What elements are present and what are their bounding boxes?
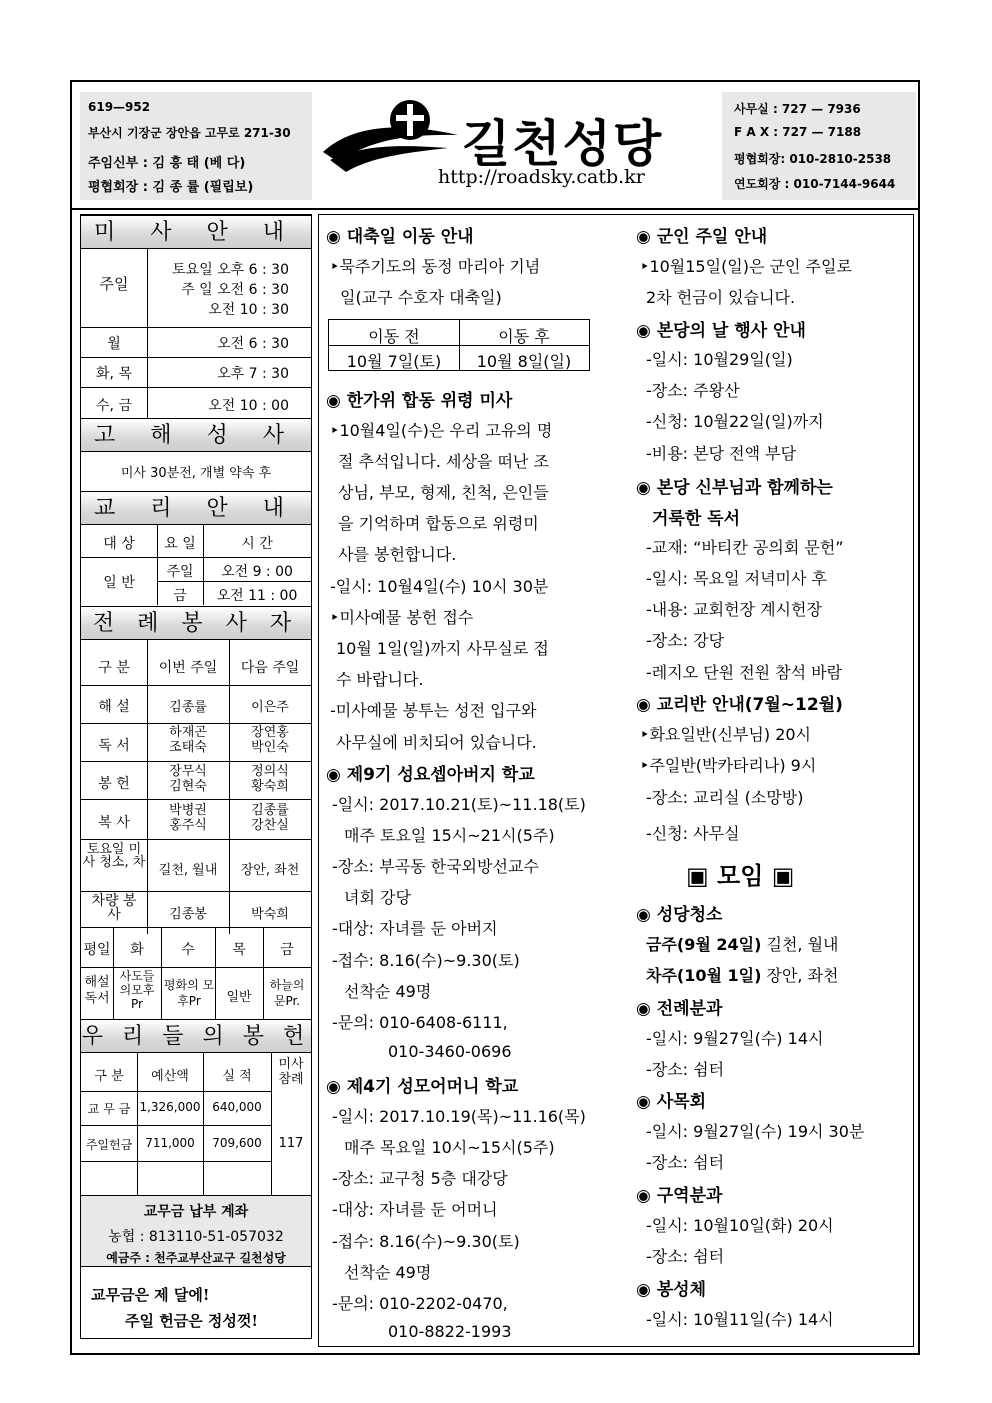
offering-header-category: 구 분 [94, 1069, 124, 1084]
liturgy-driver-this: 김종봉 [169, 907, 207, 922]
father-school-line-2: 매주 토요일 15시~21시(5주) [344, 826, 555, 845]
offering-budget-sunday: 711,000 [145, 1136, 195, 1150]
mother-school-line-1: -일시: 2017.10.19(목)~11.16(목) [332, 1107, 586, 1126]
catechism-day-friday: 금 [173, 588, 187, 604]
meetings-heading: ▣ 모임 ▣ [686, 862, 795, 890]
catechism-time-friday: 오전 11 : 00 [216, 588, 298, 604]
mass-time-wed-fri: 오전 10 : 00 [208, 398, 289, 414]
header-divider [70, 208, 920, 210]
offering-label-sunday: 주일헌금 [85, 1138, 133, 1152]
chuseok-line-4: 을 기억하며 합동으로 위령미 [338, 514, 539, 533]
catechism-header-time: 시 간 [241, 536, 273, 552]
slogan-line-1: 교무금은 제 달에! [91, 1286, 210, 1304]
chuseok-line-3: 상님, 부모, 형제, 친척, 은인들 [338, 483, 549, 502]
mother-school-line-6: 선착순 49명 [344, 1263, 432, 1282]
liturgy-role-saturday-cleaning: 토요일 미사 청소, 차 [82, 842, 146, 870]
weekday-fri-group: 하늘의 문Pr. [269, 978, 305, 1008]
chuseok-mass-title: ◉ 한가위 합동 위령 미사 [326, 391, 513, 411]
chuseok-line-11: 사무실에 비치되어 있습니다. [336, 733, 537, 752]
reading-title-2: 거룩한 독서 [652, 509, 741, 529]
office-phone: 사무실 : 727 — 7936 [734, 102, 861, 116]
weekday-header-wed: 수 [181, 942, 195, 958]
chuseok-line-6: -일시: 10월4일(수) 10시 30분 [330, 577, 549, 596]
mother-school-line-2: 매주 목요일 10시~15시(5주) [344, 1138, 555, 1157]
liturgy-cleaning-next: 장안, 좌천 [240, 863, 300, 878]
offering-actual-tithe: 640,000 [212, 1100, 262, 1114]
feast-move-title: ◉ 대축일 이동 안내 [326, 227, 474, 247]
weekday-row-label: 해설 독서 [84, 975, 110, 1006]
liturgy-reader-this-2: 조태숙 [169, 740, 207, 755]
fax-number: F A X : 727 — 7188 [734, 125, 862, 139]
liturgy-offertory-this-2: 김현숙 [169, 779, 207, 794]
catechism-section-title: 교 리 안 내 [81, 491, 311, 525]
left-sidebar [80, 214, 312, 1339]
liturgy-role-offertory: 봉 헌 [98, 776, 130, 792]
weekday-header-label: 평일 [83, 942, 111, 958]
liturgy-role-reader: 독 서 [98, 738, 130, 754]
weekday-thu-group: 일반 [226, 990, 252, 1005]
catechism-class-line-4: -신청: 사무실 [646, 824, 740, 843]
offering-header-actual: 실 적 [222, 1069, 252, 1084]
mass-time-tue-thu: 오후 7 : 30 [217, 366, 289, 382]
council-president: 평협회장 : 김 종 률 (필립보) [88, 180, 254, 195]
church-name: 길천성당 [462, 115, 664, 173]
father-school-line-9: 010-3460-0696 [388, 1042, 512, 1061]
confession-text: 미사 30분전, 개별 약속 후 [120, 466, 272, 481]
liturgy-reader-next-1: 장연홍 [251, 725, 289, 740]
mass-sunday-time-1: 토요일 오후 6 : 30 [172, 262, 289, 278]
parish-day-line-2: -장소: 주왕산 [646, 381, 740, 400]
mother-school-line-4: -대상: 자녀를 둔 어머니 [332, 1200, 498, 1219]
parish-day-title: ◉ 본당의 날 행사 안내 [636, 321, 806, 341]
weekday-header-thu: 목 [232, 942, 246, 958]
slogan-line-2: 주일 헌금은 정성껏! [125, 1312, 258, 1330]
liturgy-cleaning-this: 길천, 월내 [158, 863, 218, 878]
feast-move-line-1: ‣묵주기도의 동정 마리아 기념 [330, 257, 541, 276]
mass-sunday-time-3: 오전 10 : 30 [208, 302, 289, 318]
offering-attendance-count: 117 [278, 1136, 304, 1151]
parish-day-line-3: -신청: 10월22일(일)까지 [646, 412, 824, 431]
website-link[interactable]: http://roadsky.catb.kr [438, 166, 645, 188]
address: 부산시 기장군 장안읍 고무로 271-30 [88, 126, 291, 140]
pastoral-council-line-2: -장소: 쉼터 [646, 1153, 725, 1172]
cleaning-next-week-area: 장안, 좌천 [761, 966, 839, 985]
weekday-tue-group: 사도들 의모후 Pr [119, 969, 155, 1011]
council-phone: 평협회장: 010-2810-2538 [734, 152, 892, 166]
feast-move-line-2: 일(교구 수호자 대축일) [340, 288, 502, 307]
mass-day-mon: 월 [107, 336, 121, 352]
mother-school-line-7: -문의: 010-2202-0470, [332, 1294, 508, 1313]
weekday-header-tue: 화 [130, 942, 144, 958]
reading-line-4: -장소: 강당 [646, 631, 725, 650]
liturgy-role-driver: 차량 봉사 [91, 893, 137, 923]
father-school-line-1: -일시: 2017.10.21(토)~11.18(토) [332, 795, 586, 814]
account-title: 교무금 납부 계좌 [143, 1204, 249, 1220]
chuseok-line-8: 10월 1일(일)까지 사무실로 접 [336, 639, 549, 658]
feast-move-table [328, 319, 590, 371]
liturgy-role-commentator: 해 설 [98, 699, 130, 715]
move-before-header: 이동 전 [368, 327, 420, 346]
pastoral-council-line-1: -일시: 9월27일(수) 19시 30분 [646, 1122, 865, 1141]
offering-label-tithe: 교 무 금 [87, 1102, 131, 1116]
weekday-header-fri: 금 [280, 942, 294, 958]
pastoral-council-title: ◉ 사목회 [636, 1092, 707, 1112]
offering-actual-sunday: 709,600 [212, 1136, 262, 1150]
offering-header-attendance: 미사 참례 [278, 1057, 304, 1087]
mother-school-title: ◉ 제4기 성모어머니 학교 [326, 1077, 519, 1097]
cleaning-title: ◉ 성당청소 [636, 905, 723, 925]
chuseok-line-7: ‣미사예물 봉헌 접수 [330, 608, 474, 627]
father-school-line-8: -문의: 010-6408-6111, [332, 1013, 508, 1032]
liturgy-header-next-week: 다음 주일 [240, 660, 300, 676]
chuseok-line-10: -미사예물 봉투는 성전 입구와 [330, 701, 537, 720]
liturgy-section-title: 전 례 봉 사 자 [81, 606, 311, 640]
liturgy-committee-title: ◉ 전례분과 [636, 999, 723, 1019]
liturgy-server-next-1: 김종률 [251, 803, 289, 818]
mass-sunday-time-2: 주 일 오전 6 : 30 [181, 282, 289, 298]
mother-school-line-8: 010-8822-1993 [388, 1322, 512, 1341]
postal-code: 619—952 [88, 100, 151, 114]
communion-visit-title: ◉ 봉성체 [636, 1280, 707, 1300]
liturgy-commentator-this: 김종률 [169, 700, 207, 715]
liturgy-server-this-1: 박병권 [169, 803, 207, 818]
catechism-header-target: 대 상 [103, 536, 135, 552]
communion-visit-line-1: -일시: 10월11일(수) 14시 [646, 1310, 834, 1329]
move-after-date: 10월 8일(일) [476, 352, 572, 371]
father-school-line-7: 선착순 49명 [344, 982, 432, 1001]
military-sunday-title: ◉ 군인 주일 안내 [636, 227, 768, 247]
offering-header-budget: 예산액 [151, 1069, 189, 1084]
mass-day-tue-thu: 화, 목 [96, 366, 132, 382]
pastor: 주임신부 : 김 흥 태 (베 다) [88, 156, 246, 171]
liturgy-commentator-next: 이은주 [251, 700, 289, 715]
account-number: 농협 : 813110-51-057032 [108, 1229, 284, 1245]
reading-line-5: -레지오 단원 전원 참석 바람 [646, 663, 843, 682]
confession-section-title: 고 해 성 사 [81, 418, 311, 452]
move-after-header: 이동 후 [498, 327, 550, 346]
cleaning-line-2 [646, 963, 839, 986]
chuseok-line-2: 절 추석입니다. 세상을 떠난 조 [338, 452, 549, 471]
cleaning-this-week-area: 길천, 월내 [761, 935, 839, 954]
chuseok-line-5: 사를 봉헌합니다. [338, 545, 457, 564]
mother-school-line-3: -장소: 교구청 5층 대강당 [332, 1169, 508, 1188]
military-line-1: ‣10월15일(일)은 군인 주일로 [640, 257, 852, 276]
catechism-day-sunday: 주일 [166, 564, 194, 580]
liturgy-offertory-next-1: 정의식 [251, 764, 289, 779]
reading-line-3: -내용: 교회헌장 계시헌장 [646, 600, 822, 619]
chuseok-line-1: ‣10월4일(수)은 우리 고유의 명 [330, 421, 553, 440]
catechism-header-day: 요 일 [164, 536, 196, 552]
father-school-line-4: 녀회 강당 [344, 888, 411, 907]
mass-sunday-label: 주일 [99, 275, 129, 293]
father-school-line-3: -장소: 부곡동 한국외방선교수 [332, 857, 539, 876]
liturgy-offertory-next-2: 황숙희 [251, 779, 289, 794]
military-line-2: 2차 헌금이 있습니다. [646, 288, 796, 307]
cleaning-this-week: 금주(9월 24일) [646, 935, 762, 954]
reading-line-1: -교재: “바티칸 공의회 문헌” [646, 538, 844, 557]
cleaning-line-1 [646, 932, 839, 955]
chuseok-line-9: 수 바랍니다. [336, 670, 424, 689]
liturgy-driver-next: 박숙희 [251, 907, 289, 922]
liturgy-role-altar-server: 복 사 [98, 815, 130, 831]
liturgy-header-this-week: 이번 주일 [158, 660, 218, 676]
liturgy-header-role: 구 분 [98, 660, 130, 676]
parish-day-line-4: -비용: 본당 전액 부담 [646, 444, 797, 463]
catechism-class-line-3: -장소: 교리실 (소망방) [646, 788, 804, 807]
liturgy-committee-line-1: -일시: 9월27일(수) 14시 [646, 1029, 824, 1048]
cleaning-next-week: 차주(10월 1일) [646, 966, 762, 985]
catechism-class-title: ◉ 교리반 안내(7월~12월) [636, 695, 843, 715]
catechism-time-sunday: 오전 9 : 00 [221, 564, 293, 580]
liturgy-server-next-2: 강찬실 [251, 818, 289, 833]
liturgy-committee-line-2: -장소: 쉼터 [646, 1060, 725, 1079]
liturgy-reader-next-2: 박인숙 [251, 740, 289, 755]
district-committee-title: ◉ 구역분과 [636, 1186, 723, 1206]
father-school-line-5: -대상: 자녀를 둔 아버지 [332, 919, 498, 938]
catechism-target: 일 반 [103, 575, 135, 591]
district-committee-line-2: -장소: 쉼터 [646, 1247, 725, 1266]
mass-time-mon: 오전 6 : 30 [217, 336, 289, 352]
father-school-line-6: -접수: 8.16(수)~9.30(토) [332, 951, 520, 970]
mass-day-wed-fri: 수, 금 [96, 398, 132, 414]
youth-phone: 연도회장 : 010-7144-9644 [734, 177, 896, 191]
move-before-date: 10월 7일(토) [346, 352, 442, 371]
weekday-wed-group: 평화의 모후Pr [163, 978, 215, 1008]
mass-section-title: 미 사 안 내 [81, 215, 311, 249]
mother-school-line-5: -접수: 8.16(수)~9.30(토) [332, 1232, 520, 1251]
catechism-class-line-2: ‣주일반(박카타리나) 9시 [640, 756, 817, 775]
parish-day-line-1: -일시: 10월29일(일) [646, 350, 793, 369]
offering-budget-tithe: 1,326,000 [139, 1100, 201, 1114]
liturgy-server-this-2: 홍주식 [169, 818, 207, 833]
reading-title-1: ◉ 본당 신부님과 함께하는 [636, 478, 833, 498]
liturgy-offertory-this-1: 장무식 [169, 764, 207, 779]
catechism-class-line-1: ‣화요일반(신부님) 20시 [640, 725, 812, 744]
header-address-box [80, 92, 312, 200]
father-school-title: ◉ 제9기 성요셉아버지 학교 [326, 765, 535, 785]
header-contact-box [722, 92, 916, 200]
liturgy-reader-this-1: 하재곤 [169, 725, 207, 740]
account-holder: 예금주 : 천주교부산교구 길천성당 [106, 1251, 286, 1265]
district-committee-line-1: -일시: 10월10일(화) 20시 [646, 1216, 834, 1235]
reading-line-2: -일시: 목요일 저녁미사 후 [646, 569, 827, 588]
offering-section-title: 우 리 들 의 봉 헌 [81, 1019, 311, 1053]
